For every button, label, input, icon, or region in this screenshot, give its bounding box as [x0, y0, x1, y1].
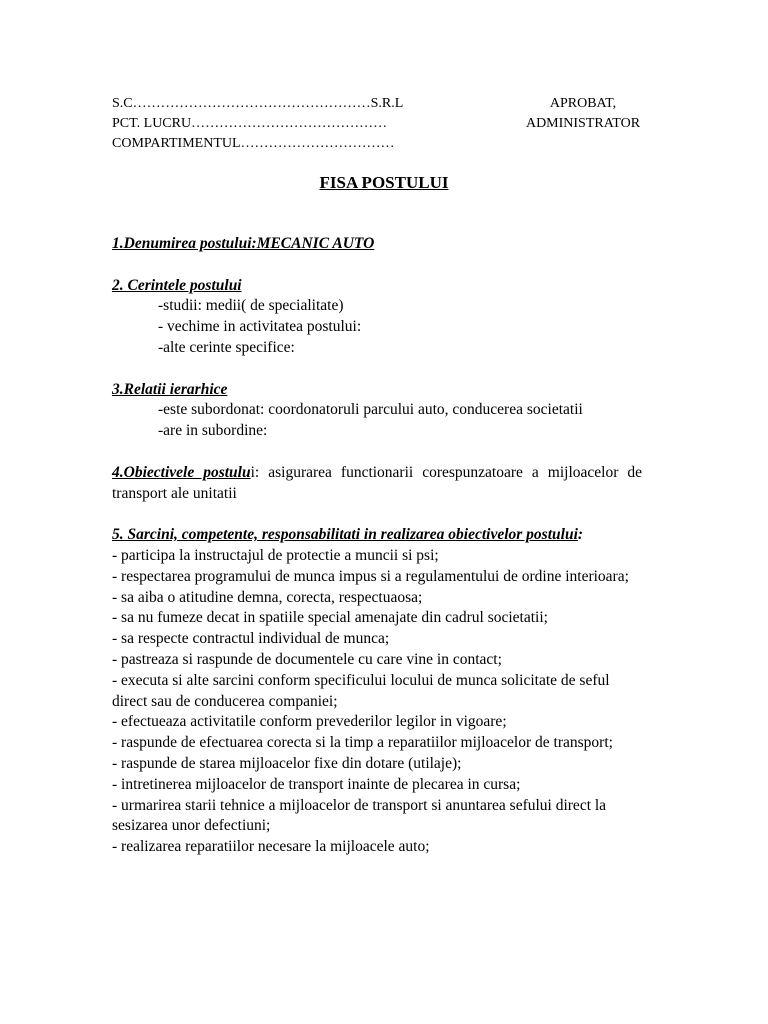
spacer	[112, 359, 642, 380]
requirement-item: -studii: medii( de specialitate)	[158, 297, 344, 315]
section-5-heading	[112, 525, 642, 546]
section-5-heading-text: 5. Sarcini, competente, responsabilitati in realizarea obiectivelor postului	[112, 526, 578, 544]
document-body	[112, 234, 642, 858]
company-header	[112, 94, 403, 154]
task-item: - urmarirea starii tehnice a mijloacelor de transport si anuntarea sefului direct la sesizarea unor defectiuni;	[112, 796, 607, 835]
hierarchy-item: -este subordonat: coordonatoruli parcului auto, conducerea societatii	[158, 401, 583, 419]
task-item: - raspunde de starea mijloacelor fixe din dotare (utilaje);	[112, 754, 462, 772]
task-item: - sa aiba o atitudine demna, corecta, respectuaosa;	[112, 588, 423, 606]
requirement-item: -alte cerinte specifice:	[158, 338, 295, 356]
company-line: S.C……………………………………………S.R.L	[112, 96, 404, 111]
section-3-heading-text: 3.Relatii ierarhice	[112, 380, 228, 398]
section-2-heading	[112, 276, 642, 297]
section-1-heading	[112, 234, 642, 255]
approver-label: ADMINISTRATOR	[525, 116, 641, 131]
document-title: FISA POSTULUI	[319, 173, 449, 192]
task-item: - intretinerea mijloacelor de transport inainte de plecarea in cursa;	[112, 775, 521, 793]
spacer	[112, 442, 642, 463]
spacer	[112, 504, 642, 525]
task-item: - sa respecte contractul individual de munca;	[112, 630, 390, 648]
section-4-paragraph	[112, 463, 642, 505]
section-4-heading-text: 4.Obiectivele postulu	[112, 463, 251, 481]
section-5-heading-tail: :	[577, 526, 584, 544]
task-item: - pastreaza si raspunde de documentele cu care vine in contact;	[112, 650, 502, 668]
section-2-heading-text: 2. Cerintele postului	[112, 276, 242, 294]
task-item: - efectueaza activitatile conform prevederilor legilor in vigoare;	[112, 713, 507, 731]
work-point-line: PCT. LUCRU……………………………………	[112, 116, 388, 131]
department-line: COMPARTIMENTUL……………………………	[112, 136, 395, 151]
section-4-heading-tail: i:	[250, 463, 260, 481]
section-4-heading	[112, 464, 251, 481]
task-item: - respectarea programului de munca impus si a regulamentului de ordine interioara;	[112, 567, 629, 585]
section-3-heading	[112, 380, 642, 401]
requirement-item: - vechime in activitatea postului:	[158, 318, 362, 336]
task-item: - raspunde de efectuarea corecta si la timp a reparatiilor mijloacelor de transport;	[112, 734, 613, 752]
approval-block	[498, 94, 668, 134]
task-item: - executa si alte sarcini conform specificului locului de munca solicitate de seful direct sau de conducerea companiei;	[112, 671, 610, 710]
spacer	[112, 255, 642, 276]
hierarchy-item: -are in subordine:	[158, 422, 268, 440]
task-item: - sa nu fumeze decat in spatiile special amenajate din cadrul societatii;	[112, 609, 548, 627]
section-1-heading-text: 1.Denumirea postului:MECANIC AUTO	[112, 235, 375, 252]
task-item: - participa la instructajul de protectie a muncii si psi;	[112, 546, 439, 564]
task-item: - realizarea reparatiilor necesare la mijloacele auto;	[112, 838, 430, 856]
approved-label: APROBAT,	[549, 96, 617, 111]
section-4-text: asigurarea functionarii corespunzatoare a mijloacelor de transport ale unitatii	[112, 463, 643, 502]
